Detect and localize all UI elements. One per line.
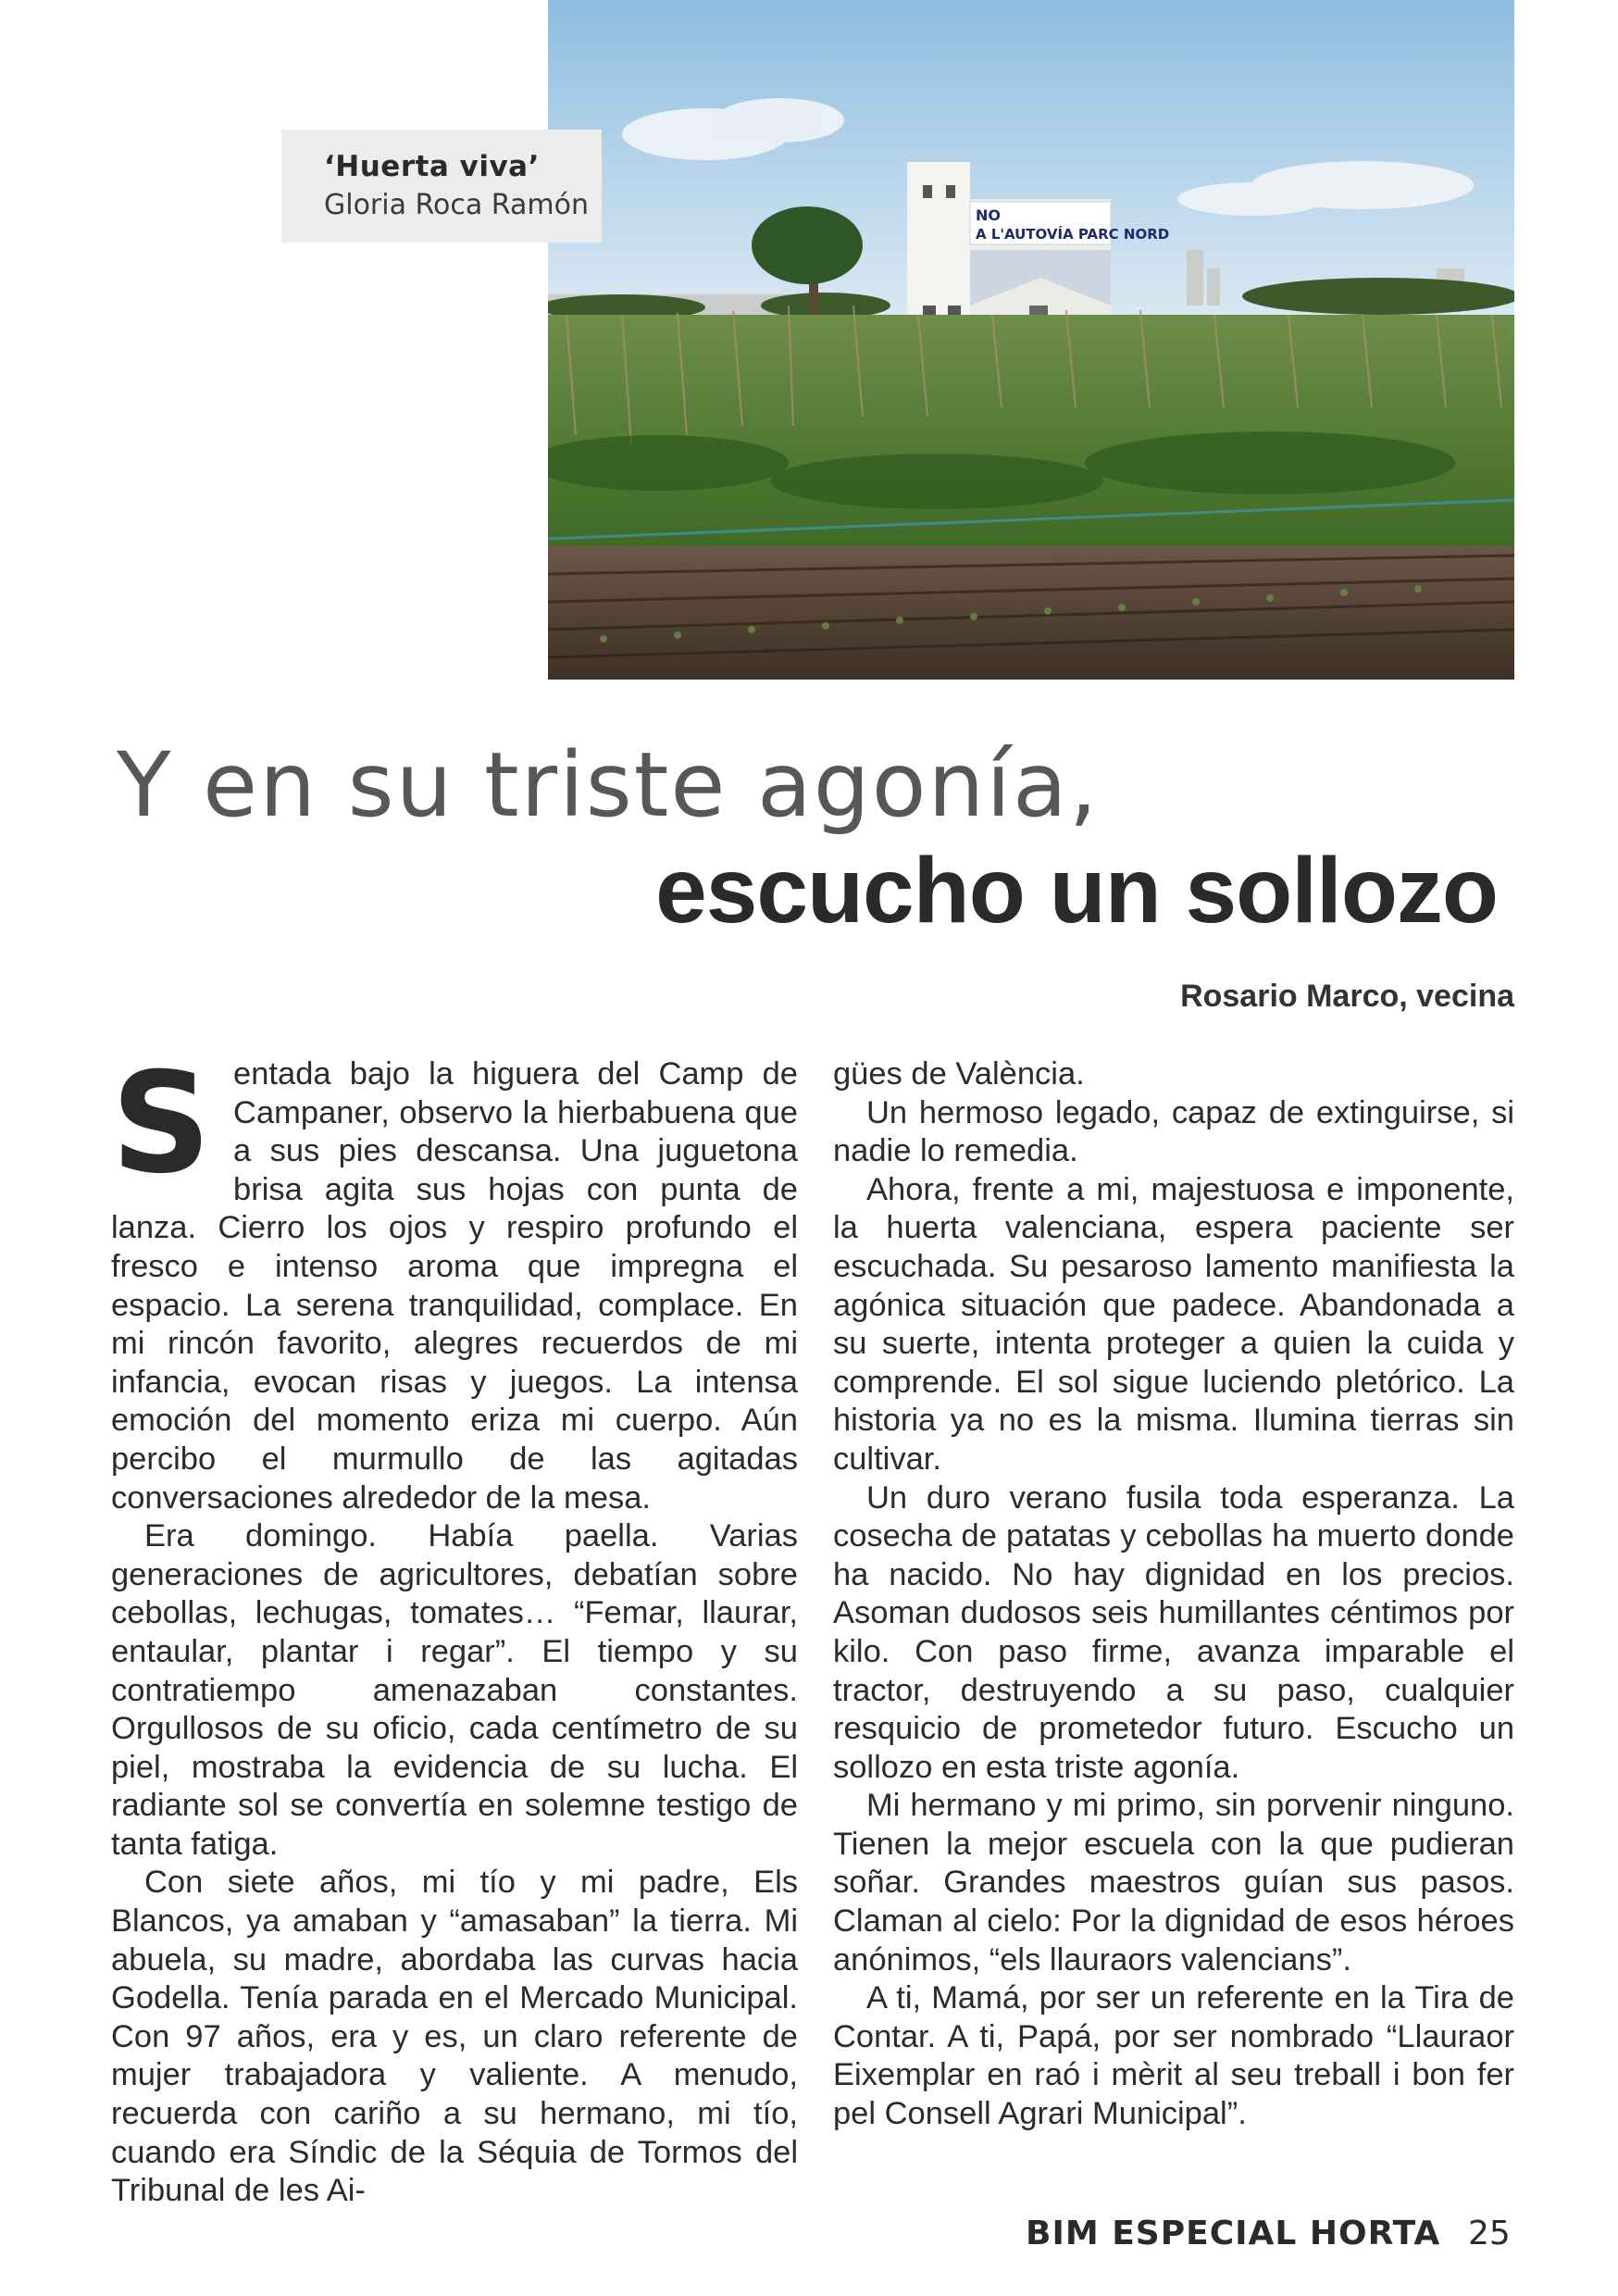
paragraph: Ahora, frente a mi, majestuosa e imponente, la huerta valenciana, espera paciente ser escuchada. Su pesaroso lamento manifiesta la agónica situación que padece. Abandonada a su suerte, intenta proteger a quien la cuida y comprende. El sol sigue luciendo pletórico. La historia ya no es la misma. Ilumina tierras sin cultivar.	[833, 1171, 1514, 1477]
photo-caption	[281, 130, 602, 243]
headline-line2: escucho un sollozo	[655, 839, 1498, 942]
caption-author: Gloria Roca Ramón	[324, 189, 589, 221]
paragraph: Con siete años, mi tío y mi padre, Els Blancos, ya amaban y “amasaban” la tierra. Mi abuela, su madre, abordaba las curvas hacia Godella. Tenía parada en el Mercado Municipal. Con 97 años, era y es, un claro referente de mujer trabajadora y valiente. A menudo, recuerda con cariño a su hermano, mi tío, cuando era Síndic de la Séquia de Tormos del Tribunal de les Ai-	[111, 1865, 798, 2209]
headline-line1: Y en su triste agonía,	[117, 733, 1100, 837]
caption-title: ‘Huerta viva’	[324, 150, 540, 183]
page-number: 25	[1468, 2215, 1511, 2252]
sign-line1: NO	[976, 206, 1001, 224]
article-photo	[548, 0, 1514, 680]
paragraph: A ti, Mamá, por ser un referente en la Tira de Contar. A ti, Papá, por ser nombrado “Llauraor Eixemplar en raó i mèrit al seu treball i bon fer pel Consell Agrari Municipal”.	[833, 1980, 1514, 2132]
article-byline: Rosario Marco, vecina	[1180, 979, 1514, 1014]
paragraph: Mi hermano y mi primo, sin porvenir ninguno. Tienen la mejor escuela con la que pudieran soñar. Grandes maestros guían sus pasos. Claman al cielo: Por la dignidad de esos héroes anónimos, “els llauraors valencians”.	[833, 1788, 1514, 1978]
paragraph: Era domingo. Había paella. Varias generaciones de agricultores, debatían sobre cebollas, lechugas, tomates… “Femar, llaurar, entaular, plantar i regar”. El tiempo y su contratiempo amenazaban constantes. Orgullosos de su oficio, cada centímetro de su piel, mostraba la evidencia de su lucha. El radiante sol se convertía en solemne testigo de tanta fatiga.	[111, 1518, 798, 1862]
paragraph: Sentada bajo la higuera del Camp de Campaner, observo la hierbabuena que a sus pies descansa. Una juguetona brisa agita sus hojas con punta de lanza. Cierro los ojos y respiro profundo el fresco e intenso aroma que impregna el espacio. La serena tranquilidad, complace. En mi rincón favorito, alegres recuerdos de mi infancia, evocan risas y juegos. La intensa emoción del momento eriza mi cuerpo. Aún percibo el murmullo de las agitadas conversaciones alrededor de la mesa.	[111, 1043, 798, 1516]
paragraph: Un duro verano fusila toda esperanza. La cosecha de patatas y cebollas ha muerto donde ha nacido. No hay dignidad en los precios. Asoman dudosos seis humillantes céntimos por kilo. Con paso firme, avanza imparable el tractor, destruyendo a su paso, cualquier resquicio de prometedor futuro. Escucho un sollozo en esta triste agonía.	[833, 1479, 1514, 1785]
paragraph: Un hermoso legado, capaz de extinguirse, si nadie lo remedia.	[833, 1094, 1514, 1169]
article-column-left	[111, 1043, 798, 2211]
article-column-right	[833, 1055, 1514, 2134]
sign-line2: A L'AUTOVÍA PARC NORD	[976, 226, 1170, 243]
paragraph: gües de València.	[833, 1056, 1085, 1092]
publication-name: BIM ESPECIAL HORTA	[1026, 2215, 1441, 2252]
drop-cap: S	[111, 1043, 212, 1204]
huerta-landscape-image	[548, 0, 1514, 680]
